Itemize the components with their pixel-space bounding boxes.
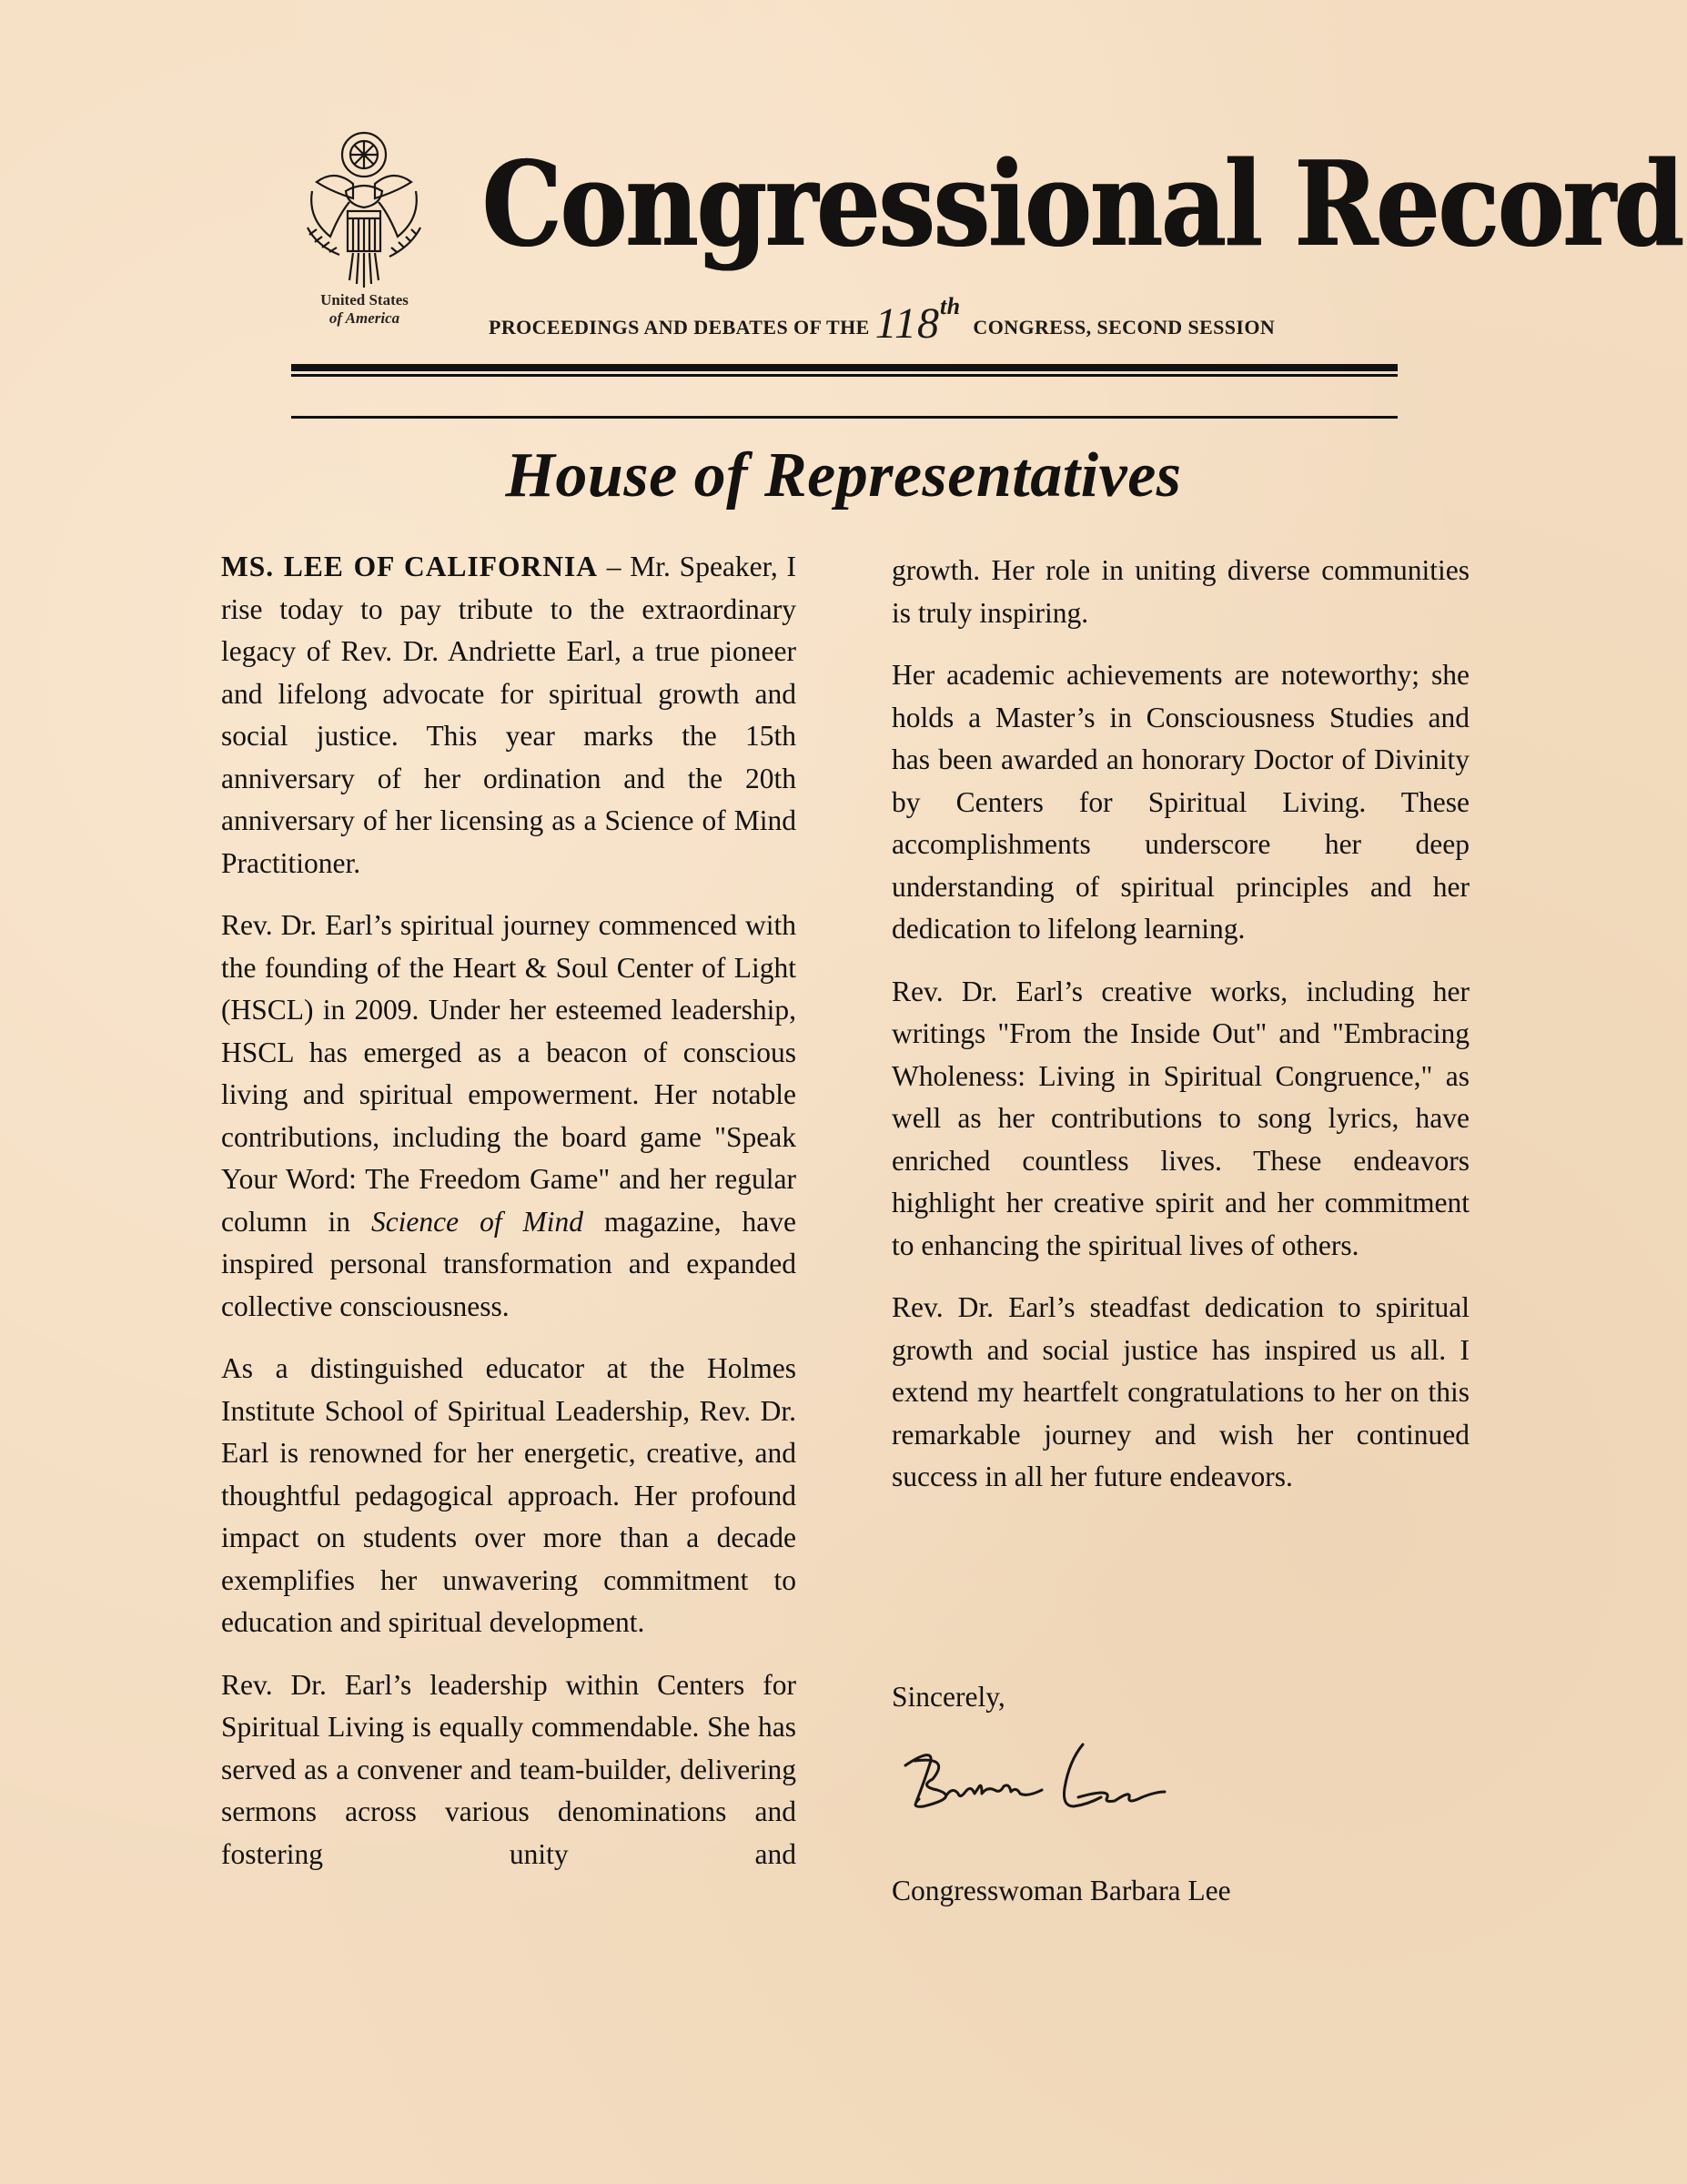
speaker-lead: MS. LEE OF CALIFORNIA — [221, 551, 599, 582]
paragraph: Her academic achievements are noteworthy; she holds a Master’s in Consciousness Studies and has been awarded an honorary Doctor of Divinity by Centers for Spiritual Living. These accomplishments underscore her deep understanding of spiritual principles and her dedication to lifelong learning. — [892, 659, 1470, 945]
proceedings-line — [489, 293, 1399, 349]
handwritten-signature-icon — [896, 1734, 1187, 1834]
paragraph: Rev. Dr. Earl’s leadership within Centers for Spiritual Living is equally commendable. She has served as a convener and team-builder, delivering sermons across various denominations and fostering unity and — [221, 1668, 796, 1870]
closing-salutation: Sincerely, — [892, 1681, 1005, 1713]
paragraph: Rev. Dr. Earl’s creative works, including her writings "From the Inside Out" and "Embracing Wholeness: Living in Spiritual Congruence," as well as her contributions to song lyrics, have enriched countless lives. These endeavors highlight her creative spirit and her commitment to enhancing the spiritual lives of others. — [892, 975, 1470, 1261]
paragraph — [221, 546, 796, 885]
paragraph-text: magazine, have inspired personal transformation and expanded collective consciousness. — [221, 1205, 796, 1322]
paragraph: growth. Her role in uniting diverse communities is truly inspiring. — [892, 554, 1470, 629]
great-seal-eagle-icon — [289, 127, 439, 296]
signer-name: Congresswoman Barbara Lee — [892, 1875, 1231, 1906]
seal-caption-line1: United States — [320, 291, 409, 308]
proceedings-prefix: PROCEEDINGS AND DEBATES OF THE — [489, 316, 870, 339]
seal-caption — [289, 291, 439, 328]
paragraph: Rev. Dr. Earl’s steadfast dedication to spiritual growth and social justice has inspired us all. I extend my heartfelt congratulations to her on this remarkable journey and wish her continued success in all her future endeavors. — [892, 1291, 1470, 1492]
paragraph: As a distinguished educator at the Holmes Institute School of Spiritual Leadership, Rev. Dr. Earl is renowned for her energetic, creative, and thoughtful pedagogical approach. Her profound impact on students over more than a decade exemplifies her unwavering commitment to education and spiritual development. — [221, 1352, 796, 1638]
congress-number: 118 — [874, 299, 941, 348]
masthead-rule-thick — [291, 364, 1398, 371]
paragraph-text: Mr. Speaker, I rise today to pay tribute to the extraordinary legacy of Rev. Dr. Andriette Earl, a true pioneer and lifelong advocate for spiritual growth and social justice. This year marks the 15th anniversary of her ordination and the 20th anniversary of her licensing as a Science of Mind Practitioner. — [221, 551, 796, 879]
proceedings-suffix: CONGRESS, SECOND SESSION — [973, 316, 1276, 339]
section-title: House of Representatives — [505, 440, 1182, 511]
congress-suffix: th — [940, 293, 961, 319]
paragraph-text: Rev. Dr. Earl’s spiritual journey commenced with the founding of the Heart & Soul Center of Light (HSCL) in 2009. Under her esteemed leadership, HSCL has emerged as a beacon of conscious living and spiritual empowerment. Her notable contributions, including the board game "Speak Your Word: The Freedom Game" and her regular column in — [221, 909, 796, 1238]
right-column — [892, 550, 1470, 1519]
masthead-rule-thin — [291, 374, 1398, 377]
paragraph — [221, 905, 796, 1328]
section-divider — [291, 416, 1398, 419]
left-column — [221, 546, 796, 1896]
lead-dash: – — [598, 551, 631, 582]
magazine-title: Science of Mind — [370, 1205, 584, 1238]
masthead-title: Congressional Record — [482, 136, 1683, 273]
seal-caption-line2: of America — [328, 309, 400, 327]
